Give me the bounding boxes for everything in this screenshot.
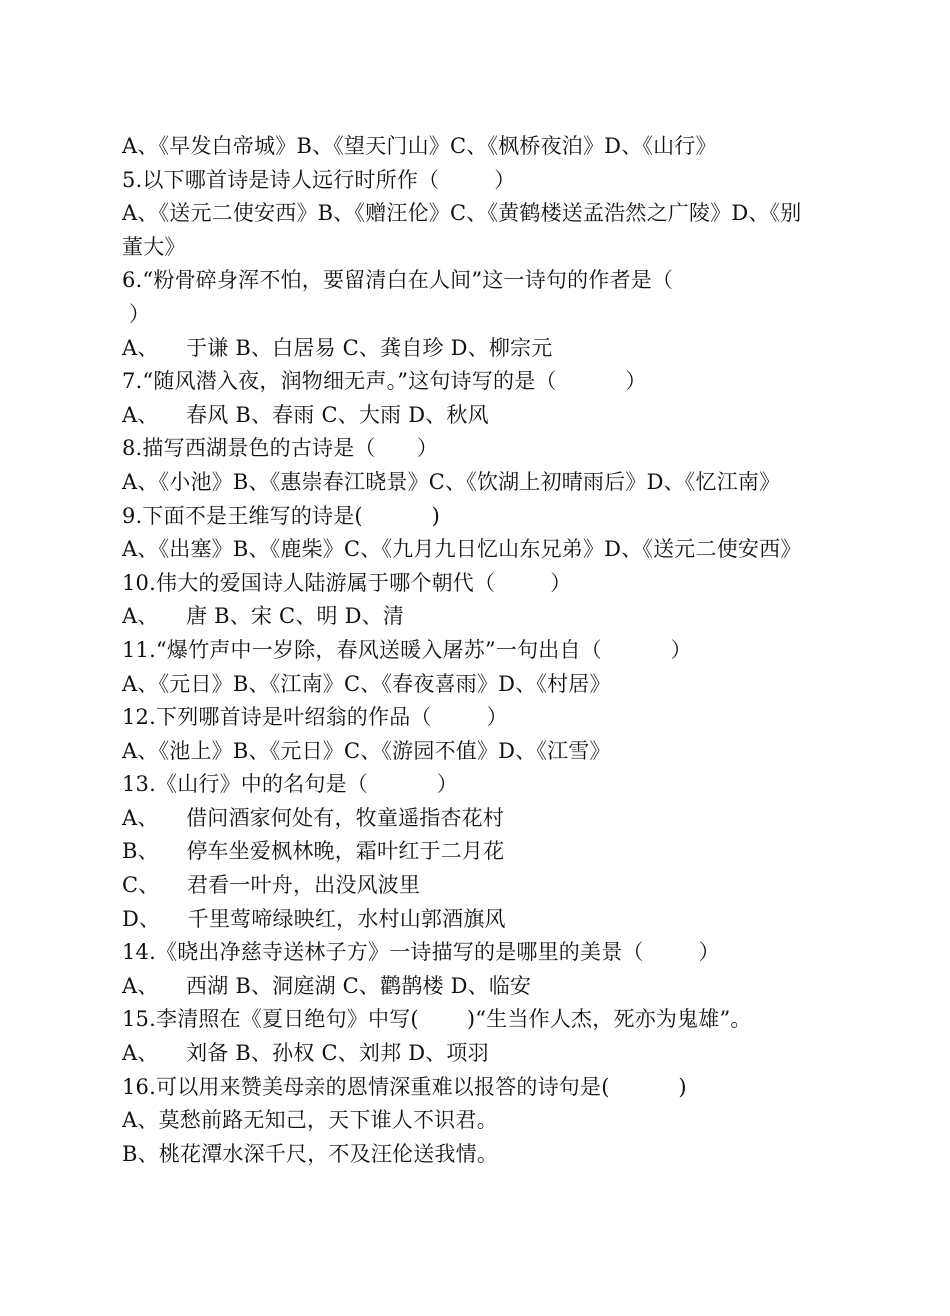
question-line-18: 12.下列哪首诗是叶绍翁的作品（ ） bbox=[122, 705, 508, 730]
question-line-22: B、 停车坐爱枫林晚，霜叶红于二月花 bbox=[122, 839, 505, 864]
question-line-16: 11.“爆竹声中一岁除，春风送暖入屠苏”一句出自（ ） bbox=[122, 637, 692, 662]
question-line-11: A、《小池》B、《惠崇春江晓景》C、《饮湖上初晴雨后》D、《忆江南》 bbox=[122, 469, 781, 494]
question-line-26: A、 西湖 B、洞庭湖 C、鹳鹊楼 D、临安 bbox=[122, 973, 532, 998]
question-line-2: 5.以下哪首诗是诗人远行时所作（ ） bbox=[122, 167, 516, 192]
question-line-15: A、 唐 B、宋 C、明 D、清 bbox=[122, 604, 405, 629]
question-line-13: A、《出塞》B、《鹿柴》C、《九月九日忆山东兄弟》D、《送元二使安西》 bbox=[122, 537, 802, 562]
question-line-27: 15.李清照在《夏日绝句》中写( )“生当作人杰，死亦为鬼雄”。 bbox=[122, 1007, 752, 1032]
question-line-21: A、 借问酒家何处有，牧童遥指杏花村 bbox=[122, 805, 505, 830]
question-line-29: 16.可以用来赞美母亲的恩情深重难以报答的诗句是( ) bbox=[122, 1074, 687, 1099]
question-line-7: A、 于谦 B、白居易 C、龚自珍 D、柳宗元 bbox=[122, 335, 553, 360]
exam-page bbox=[122, 130, 842, 1171]
question-line-12: 9.下面不是王维写的诗是( ) bbox=[122, 503, 440, 528]
question-line-10: 8.描写西湖景色的古诗是（ ） bbox=[122, 436, 439, 461]
question-line-17: A、《元日》B、《江南》C、《春夜喜雨》D、《村居》 bbox=[122, 671, 611, 696]
question-line-4: 董大》 bbox=[122, 234, 186, 259]
question-line-6: ） bbox=[122, 301, 151, 326]
question-line-3: A、《送元二使安西》B、《赠汪伦》C、《黄鹤楼送孟浩然之广陵》D、《别 bbox=[122, 201, 802, 226]
question-line-19: A、《池上》B、《元日》C、《游园不值》D、《江雪》 bbox=[122, 738, 611, 763]
question-line-20: 13.《山行》中的名句是（ ） bbox=[122, 772, 458, 797]
question-line-25: 14.《晓出净慈寺送林子方》一诗描写的是哪里的美景（ ） bbox=[122, 940, 720, 965]
question-line-24: D、 千里莺啼绿映红，水村山郭酒旗风 bbox=[122, 906, 506, 931]
question-line-1: A、《早发白帝城》B、《望天门山》C、《枫桥夜泊》D、《山行》 bbox=[122, 134, 717, 158]
question-line-31: B、桃花潭水深千尺，不及汪伦送我情。 bbox=[122, 1141, 499, 1166]
question-line-30: A、莫愁前路无知己，天下谁人不识君。 bbox=[122, 1108, 498, 1133]
question-line-9: A、 春风 B、春雨 C、大雨 D、秋风 bbox=[122, 402, 489, 427]
question-line-8: 7.“随风潜入夜，润物细无声。”这句诗写的是（ ） bbox=[122, 369, 647, 394]
question-line-23: C、 君看一叶舟，出没风波里 bbox=[122, 873, 421, 898]
question-line-14: 10.伟大的爱国诗人陆游属于哪个朝代（ ） bbox=[122, 570, 572, 595]
question-line-5: 6.“粉骨碎身浑不怕，要留清白在人间”这一诗句的作者是（ bbox=[122, 268, 674, 293]
question-line-28: A、 刘备 B、孙权 C、刘邦 D、项羽 bbox=[122, 1041, 489, 1066]
